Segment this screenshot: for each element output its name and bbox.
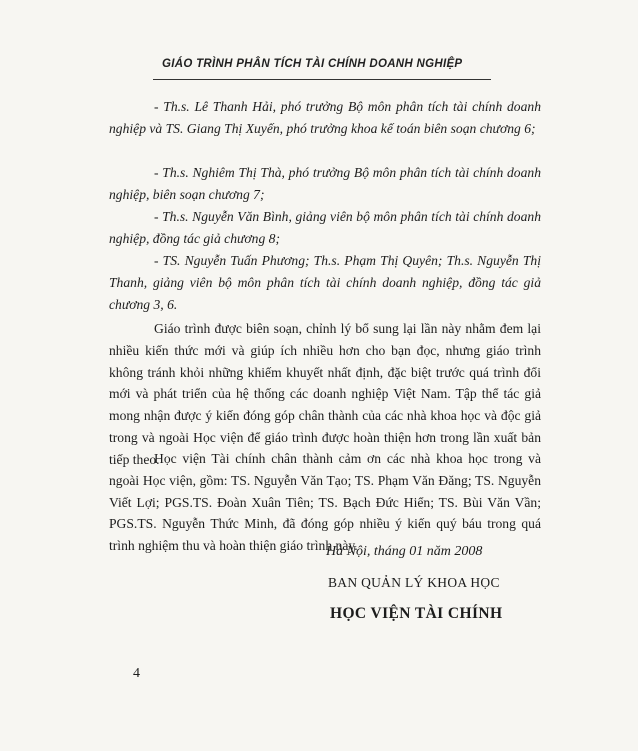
body-paragraph-1: Giáo trình được biên soạn, chỉnh lý bổ sung lại lần này nhằm đem lại nhiều kiến thức mới và giúp ích nhiều hơn cho bạn đọc, nhưng giáo trình không tránh khỏi những khiếm khuyết nhất định, đặc biệt trước quá trình đổi mới và phát triển của hệ thống các doanh nghiệp Việt Nam. Tập thể tác giả mong nhận được ý kiến đóng góp chân thành của các nhà khoa học và độc giả trong và ngoài Học viện để giáo trình được hoàn thiện hơn trong lần xuất bản tiếp theo.	[109, 321, 541, 467]
page-number: 4	[133, 666, 140, 681]
body-paragraph-2: Học viện Tài chính chân thành cảm ơn các nhà khoa học trong và ngoài Học viện, gồm: TS. Nguyễn Văn Tạo; TS. Phạm Văn Đăng; TS. Nguyễn Viết Lợi; PGS.TS. Đoàn Xuân Tiên; TS. Bạch Đức Hiển; TS. Bùi Văn Vần; PGS.TS. Nguyễn Thức Minh, đã đóng góp nhiều ý kiến quý báu trong quá trình nghiệm thu và hoàn thiện giáo trình này.	[109, 451, 541, 554]
signature-academy: HỌC VIỆN TÀI CHÍNH	[330, 605, 503, 622]
header-rule	[153, 79, 491, 80]
place-date: Hà Nội, tháng 01 năm 2008	[326, 544, 483, 559]
contributor-item-3: - Th.s. Nguyễn Văn Bình, giảng viên bộ môn phân tích tài chính doanh nghiệp, đồng tác giả chương 8;	[109, 209, 541, 246]
contributor-item-2: - Th.s. Nghiêm Thị Thà, phó trưởng Bộ môn phân tích tài chính doanh nghiệp, biên soạn chương 7;	[109, 165, 541, 202]
signature-board: BAN QUẢN LÝ KHOA HỌC	[328, 575, 500, 590]
running-header: GIÁO TRÌNH PHÂN TÍCH TÀI CHÍNH DOANH NGHIỆP	[162, 58, 463, 70]
contributor-item-1: - Th.s. Lê Thanh Hải, phó trưởng Bộ môn phân tích tài chính doanh nghiệp và TS. Giang Thị Xuyến, phó trưởng khoa kế toán biên soạn chương 6;	[109, 99, 541, 136]
contributor-item-4: - TS. Nguyễn Tuấn Phương; Th.s. Phạm Thị Quyên; Th.s. Nguyễn Thị Thanh, giảng viên bộ môn phân tích tài chính doanh nghiệp, đồng tác giả chương 3, 6.	[109, 253, 541, 312]
